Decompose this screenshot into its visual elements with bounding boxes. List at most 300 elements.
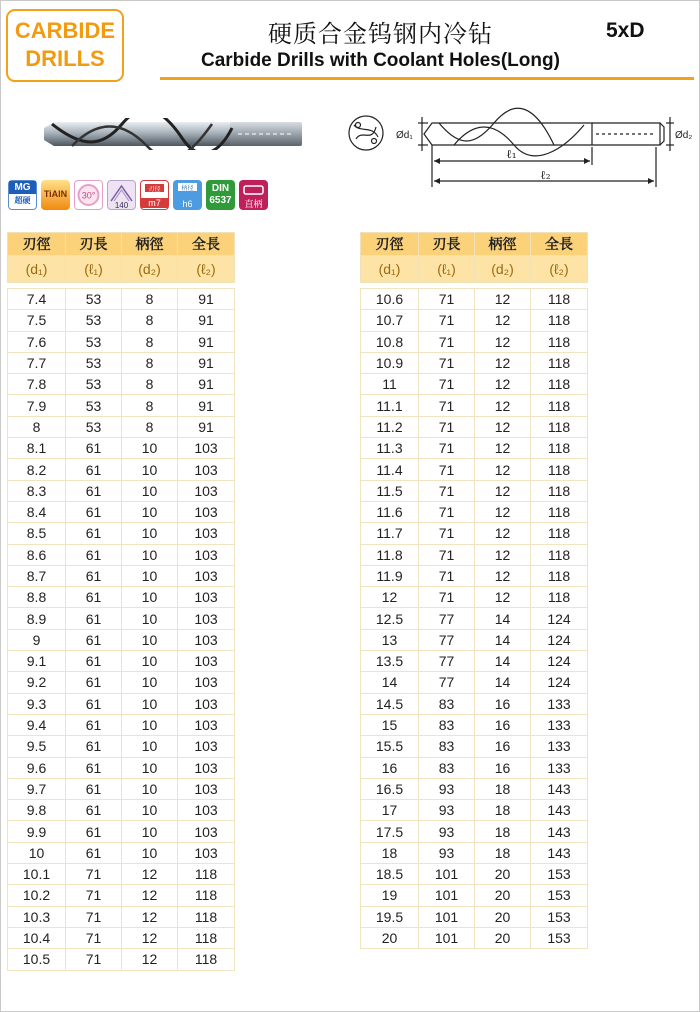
table-cell: 71: [419, 289, 475, 310]
table-cell: 12: [475, 289, 531, 310]
table-row: [361, 331, 588, 352]
table-cell: 103: [178, 587, 235, 608]
table-row: [8, 842, 235, 863]
straight-shank-icon: 直柄: [239, 180, 268, 210]
table-cell: 13: [361, 629, 419, 650]
table-row: [361, 778, 588, 799]
table-cell: 12: [475, 438, 531, 459]
header-l2: (ℓ₂): [178, 256, 235, 283]
table-row: [361, 672, 588, 693]
table-cell: 118: [531, 416, 588, 437]
table-cell: 12: [475, 459, 531, 480]
brand-logo-box: [6, 9, 124, 82]
table-cell: 8: [122, 331, 178, 352]
table-cell: 10: [122, 778, 178, 799]
table-cell: 10.2: [8, 885, 66, 906]
table-cell: 53: [66, 374, 122, 395]
table-cell: 13.5: [361, 651, 419, 672]
spec-table-left: [7, 232, 235, 971]
table-row: [361, 608, 588, 629]
table-cell: 61: [66, 587, 122, 608]
table-row: [361, 736, 588, 757]
table-cell: 7.8: [8, 374, 66, 395]
table-cell: 9.6: [8, 757, 66, 778]
table-cell: 11.3: [361, 438, 419, 459]
table-cell: 7.6: [8, 331, 66, 352]
table-cell: 8.8: [8, 587, 66, 608]
table-row: [361, 565, 588, 586]
header-l2: (ℓ₂): [531, 256, 588, 283]
title-english: Carbide Drills with Coolant Holes(Long): [201, 50, 560, 71]
table-cell: 103: [178, 778, 235, 799]
table-cell: 118: [531, 438, 588, 459]
table-row: [361, 289, 588, 310]
table-cell: 18: [475, 778, 531, 799]
table-cell: 20: [475, 864, 531, 885]
table-cell: 118: [178, 906, 235, 927]
table-cell: 12: [475, 544, 531, 565]
table-cell: 118: [531, 352, 588, 373]
table-cell: 71: [419, 459, 475, 480]
table-cell: 10.6: [361, 289, 419, 310]
point-140-icon: [107, 180, 136, 210]
brand-line-2: DRILLS: [25, 46, 105, 71]
title-ratio: 5xD: [606, 19, 645, 42]
table-cell: 83: [419, 757, 475, 778]
table-cell: 12.5: [361, 608, 419, 629]
label-l1: ℓ₁: [506, 147, 517, 161]
table-cell: 71: [66, 885, 122, 906]
table-cell: 61: [66, 608, 122, 629]
table-row: [8, 629, 235, 650]
table-cell: 71: [66, 927, 122, 948]
table-cell: 103: [178, 523, 235, 544]
table-cell: 124: [531, 672, 588, 693]
table-cell: 11.4: [361, 459, 419, 480]
table-cell: 103: [178, 629, 235, 650]
table-cell: 10: [122, 544, 178, 565]
table-cell: 61: [66, 480, 122, 501]
table-cell: 93: [419, 821, 475, 842]
table-row: [361, 352, 588, 373]
table-cell: 12: [122, 906, 178, 927]
table-cell: 18: [475, 842, 531, 863]
table-row: [8, 480, 235, 501]
table-row: [8, 927, 235, 948]
table-cell: 12: [122, 927, 178, 948]
table-cell: 61: [66, 523, 122, 544]
table-cell: 11.8: [361, 544, 419, 565]
table-row: [8, 778, 235, 799]
table-cell: 11.2: [361, 416, 419, 437]
table-cell: 91: [178, 310, 235, 331]
table-cell: 71: [419, 352, 475, 373]
table-cell: 16: [475, 714, 531, 735]
table-cell: 18: [475, 821, 531, 842]
table-cell: 71: [66, 906, 122, 927]
table-cell: 12: [475, 480, 531, 501]
table-cell: 77: [419, 629, 475, 650]
table-cell: 10: [122, 459, 178, 480]
table-cell: 103: [178, 736, 235, 757]
table-cell: 53: [66, 289, 122, 310]
table-cell: 103: [178, 757, 235, 778]
table-cell: 7.4: [8, 289, 66, 310]
table-cell: 9.4: [8, 714, 66, 735]
table-row: [8, 289, 235, 310]
table-cell: 71: [419, 310, 475, 331]
table-cell: 10.9: [361, 352, 419, 373]
table-cell: 83: [419, 693, 475, 714]
table-cell: 11.6: [361, 501, 419, 522]
table-cell: 118: [531, 289, 588, 310]
table-cell: 12: [122, 864, 178, 885]
table-cell: 10: [122, 842, 178, 863]
table-cell: 12: [475, 331, 531, 352]
table-row: [8, 714, 235, 735]
table-cell: 61: [66, 629, 122, 650]
table-row: [8, 395, 235, 416]
table-cell: 10: [122, 757, 178, 778]
table-cell: 61: [66, 651, 122, 672]
table-cell: 12: [475, 587, 531, 608]
header-edge-diameter: 刃徑: [8, 233, 66, 256]
table-cell: 153: [531, 885, 588, 906]
svg-text:刃径: 刃径: [148, 186, 161, 193]
table-row: [8, 544, 235, 565]
table-row: [361, 714, 588, 735]
table-cell: 10.5: [8, 949, 66, 970]
table-cell: 91: [178, 374, 235, 395]
tialn-coating-icon: TiAlN: [41, 180, 70, 210]
table-cell: 10: [122, 672, 178, 693]
table-cell: 9.7: [8, 778, 66, 799]
table-cell: 77: [419, 651, 475, 672]
svg-text:30°: 30°: [81, 190, 96, 201]
table-cell: 9.5: [8, 736, 66, 757]
dimension-drawing: [344, 103, 694, 193]
table-cell: 71: [419, 416, 475, 437]
table-row: [361, 416, 588, 437]
table-cell: 8: [8, 416, 66, 437]
table-cell: 143: [531, 842, 588, 863]
table-row: [361, 927, 588, 948]
table-cell: 71: [419, 480, 475, 501]
table-cell: 8.4: [8, 501, 66, 522]
table-row: [361, 864, 588, 885]
table-row: [361, 800, 588, 821]
table-cell: 10: [8, 842, 66, 863]
table-cell: 103: [178, 651, 235, 672]
table-cell: 61: [66, 714, 122, 735]
table-cell: 10.1: [8, 864, 66, 885]
table-cell: 17: [361, 800, 419, 821]
table-cell: 20: [361, 927, 419, 948]
table-cell: 101: [419, 906, 475, 927]
table-row: [8, 651, 235, 672]
table-row: [8, 565, 235, 586]
table-cell: 71: [66, 949, 122, 970]
table-cell: 12: [475, 352, 531, 373]
table-row: [8, 885, 235, 906]
table-cell: 153: [531, 864, 588, 885]
table-row: [361, 310, 588, 331]
table-row: [8, 459, 235, 480]
table-cell: 61: [66, 544, 122, 565]
table-cell: 16: [475, 757, 531, 778]
label-d2: Ød₂: [675, 130, 693, 141]
table-cell: 8.7: [8, 565, 66, 586]
table-cell: 20: [475, 906, 531, 927]
table-cell: 103: [178, 438, 235, 459]
table-cell: 17.5: [361, 821, 419, 842]
table-cell: 12: [122, 949, 178, 970]
table-cell: 8: [122, 374, 178, 395]
table-cell: 10: [122, 629, 178, 650]
table-cell: 143: [531, 800, 588, 821]
table-cell: 118: [531, 331, 588, 352]
table-cell: 11.7: [361, 523, 419, 544]
table-cell: 15: [361, 714, 419, 735]
table-cell: 12: [475, 565, 531, 586]
table-cell: 11.9: [361, 565, 419, 586]
header-d2: (d₂): [122, 256, 178, 283]
table-cell: 14: [475, 608, 531, 629]
table-cell: 103: [178, 714, 235, 735]
table-row: [361, 501, 588, 522]
title-underline: [160, 77, 694, 80]
header-edge-length: 刃長: [419, 233, 475, 256]
spec-table-right: [360, 232, 588, 949]
table-cell: 71: [419, 331, 475, 352]
table-cell: 10: [122, 565, 178, 586]
table-cell: 16: [475, 736, 531, 757]
table-row: [8, 736, 235, 757]
table-row: [361, 757, 588, 778]
table-cell: 20: [475, 927, 531, 948]
table-cell: 18.5: [361, 864, 419, 885]
table-row: [8, 821, 235, 842]
table-row: [361, 374, 588, 395]
table-cell: 118: [531, 523, 588, 544]
table-cell: 7.5: [8, 310, 66, 331]
header-d1: (d₁): [8, 256, 66, 283]
table-cell: 118: [531, 395, 588, 416]
table-cell: 61: [66, 672, 122, 693]
table-cell: 118: [531, 459, 588, 480]
table-cell: 93: [419, 842, 475, 863]
label-d1: Ød₁: [396, 130, 413, 141]
table-cell: 10: [122, 693, 178, 714]
svg-text:柄径: 柄径: [181, 185, 194, 192]
table-cell: 14: [361, 672, 419, 693]
table-cell: 10.7: [361, 310, 419, 331]
table-cell: 10: [122, 587, 178, 608]
table-cell: 10.4: [8, 927, 66, 948]
table-cell: 71: [419, 587, 475, 608]
table-cell: 61: [66, 459, 122, 480]
table-cell: 10: [122, 523, 178, 544]
table-cell: 133: [531, 736, 588, 757]
table-cell: 53: [66, 352, 122, 373]
table-cell: 103: [178, 608, 235, 629]
table-cell: 8: [122, 416, 178, 437]
table-row: [8, 523, 235, 544]
table-row: [8, 310, 235, 331]
table-row: [8, 864, 235, 885]
table-cell: 118: [178, 864, 235, 885]
table-cell: 9.8: [8, 800, 66, 821]
table-cell: 11.5: [361, 480, 419, 501]
table-cell: 8.2: [8, 459, 66, 480]
table-cell: 118: [531, 565, 588, 586]
table-cell: 103: [178, 480, 235, 501]
table-cell: 15.5: [361, 736, 419, 757]
table-cell: 53: [66, 395, 122, 416]
table-cell: 77: [419, 608, 475, 629]
table-cell: 53: [66, 310, 122, 331]
table-cell: 8.3: [8, 480, 66, 501]
table-cell: 9.9: [8, 821, 66, 842]
header-overall-length: 全長: [178, 233, 235, 256]
header-overall-length: 全長: [531, 233, 588, 256]
table-row: [8, 416, 235, 437]
table-cell: 91: [178, 416, 235, 437]
table-cell: 8.9: [8, 608, 66, 629]
table-cell: 153: [531, 906, 588, 927]
table-cell: 118: [531, 310, 588, 331]
feature-icons: [8, 180, 272, 212]
header-d1: (d₁): [361, 256, 419, 283]
table-cell: 10.3: [8, 906, 66, 927]
table-cell: 103: [178, 565, 235, 586]
table-cell: 12: [475, 395, 531, 416]
table-cell: 61: [66, 501, 122, 522]
table-cell: 10: [122, 800, 178, 821]
header-l1: (ℓ₁): [419, 256, 475, 283]
table-cell: 61: [66, 821, 122, 842]
table-row: [8, 587, 235, 608]
table-row: [361, 544, 588, 565]
header-edge-length: 刃長: [66, 233, 122, 256]
table-cell: 103: [178, 501, 235, 522]
table-cell: 91: [178, 331, 235, 352]
table-cell: 8.5: [8, 523, 66, 544]
table-cell: 124: [531, 629, 588, 650]
table-cell: 10: [122, 608, 178, 629]
table-cell: 133: [531, 693, 588, 714]
table-row: [361, 629, 588, 650]
table-row: [361, 906, 588, 927]
table-row: [361, 523, 588, 544]
table-cell: 93: [419, 778, 475, 799]
table-cell: 16: [361, 757, 419, 778]
table-cell: 91: [178, 395, 235, 416]
table-cell: 133: [531, 714, 588, 735]
table-cell: 103: [178, 672, 235, 693]
table-cell: 53: [66, 416, 122, 437]
table-cell: 18: [361, 842, 419, 863]
table-cell: 71: [419, 544, 475, 565]
table-cell: 118: [178, 885, 235, 906]
header-l1: (ℓ₁): [66, 256, 122, 283]
table-cell: 18: [475, 800, 531, 821]
table-cell: 143: [531, 778, 588, 799]
table-cell: 118: [531, 587, 588, 608]
label-l2: ℓ₂: [540, 168, 551, 182]
table-cell: 10: [122, 438, 178, 459]
table-cell: 10: [122, 480, 178, 501]
table-cell: 7.7: [8, 352, 66, 373]
tolerance-h6-icon: 柄径 h6: [173, 180, 202, 210]
table-row: [361, 651, 588, 672]
table-cell: 9.2: [8, 672, 66, 693]
table-row: [8, 374, 235, 395]
table-cell: 10: [122, 821, 178, 842]
table-cell: 12: [475, 374, 531, 395]
din-6537-icon: DIN 6537: [206, 180, 235, 210]
table-cell: 12: [475, 416, 531, 437]
mg-icon: MG 超硬: [8, 180, 37, 210]
table-cell: 91: [178, 352, 235, 373]
table-cell: 83: [419, 736, 475, 757]
table-cell: 53: [66, 331, 122, 352]
table-row: [361, 459, 588, 480]
table-row: [8, 672, 235, 693]
table-cell: 61: [66, 736, 122, 757]
table-cell: 61: [66, 800, 122, 821]
table-cell: 71: [419, 501, 475, 522]
header-shank-diameter: 柄徑: [122, 233, 178, 256]
table-row: [8, 693, 235, 714]
table-cell: 153: [531, 927, 588, 948]
table-cell: 16: [475, 693, 531, 714]
table-cell: 124: [531, 651, 588, 672]
table-cell: 16.5: [361, 778, 419, 799]
table-cell: 14: [475, 672, 531, 693]
table-cell: 10: [122, 714, 178, 735]
table-cell: 71: [419, 395, 475, 416]
table-cell: 14: [475, 629, 531, 650]
table-cell: 91: [178, 289, 235, 310]
table-cell: 61: [66, 842, 122, 863]
title-chinese: 硬质合金钨钢内冷钻: [268, 20, 493, 48]
svg-text:140: 140: [114, 201, 129, 209]
table-cell: 12: [361, 587, 419, 608]
table-cell: 7.9: [8, 395, 66, 416]
table-cell: 143: [531, 821, 588, 842]
table-cell: 10: [122, 651, 178, 672]
table-cell: 103: [178, 459, 235, 480]
table-row: [8, 438, 235, 459]
table-cell: 14: [475, 651, 531, 672]
brand-line-1: CARBIDE: [14, 18, 116, 43]
table-cell: 118: [531, 544, 588, 565]
table-cell: 103: [178, 544, 235, 565]
table-cell: 71: [419, 523, 475, 544]
table-row: [8, 608, 235, 629]
table-cell: 19: [361, 885, 419, 906]
table-row: [361, 842, 588, 863]
header-d2: (d₂): [475, 256, 531, 283]
table-cell: 71: [419, 374, 475, 395]
table-row: [8, 906, 235, 927]
table-cell: 103: [178, 821, 235, 842]
table-cell: 12: [475, 523, 531, 544]
table-row: [8, 331, 235, 352]
table-cell: 8: [122, 352, 178, 373]
table-cell: 61: [66, 778, 122, 799]
